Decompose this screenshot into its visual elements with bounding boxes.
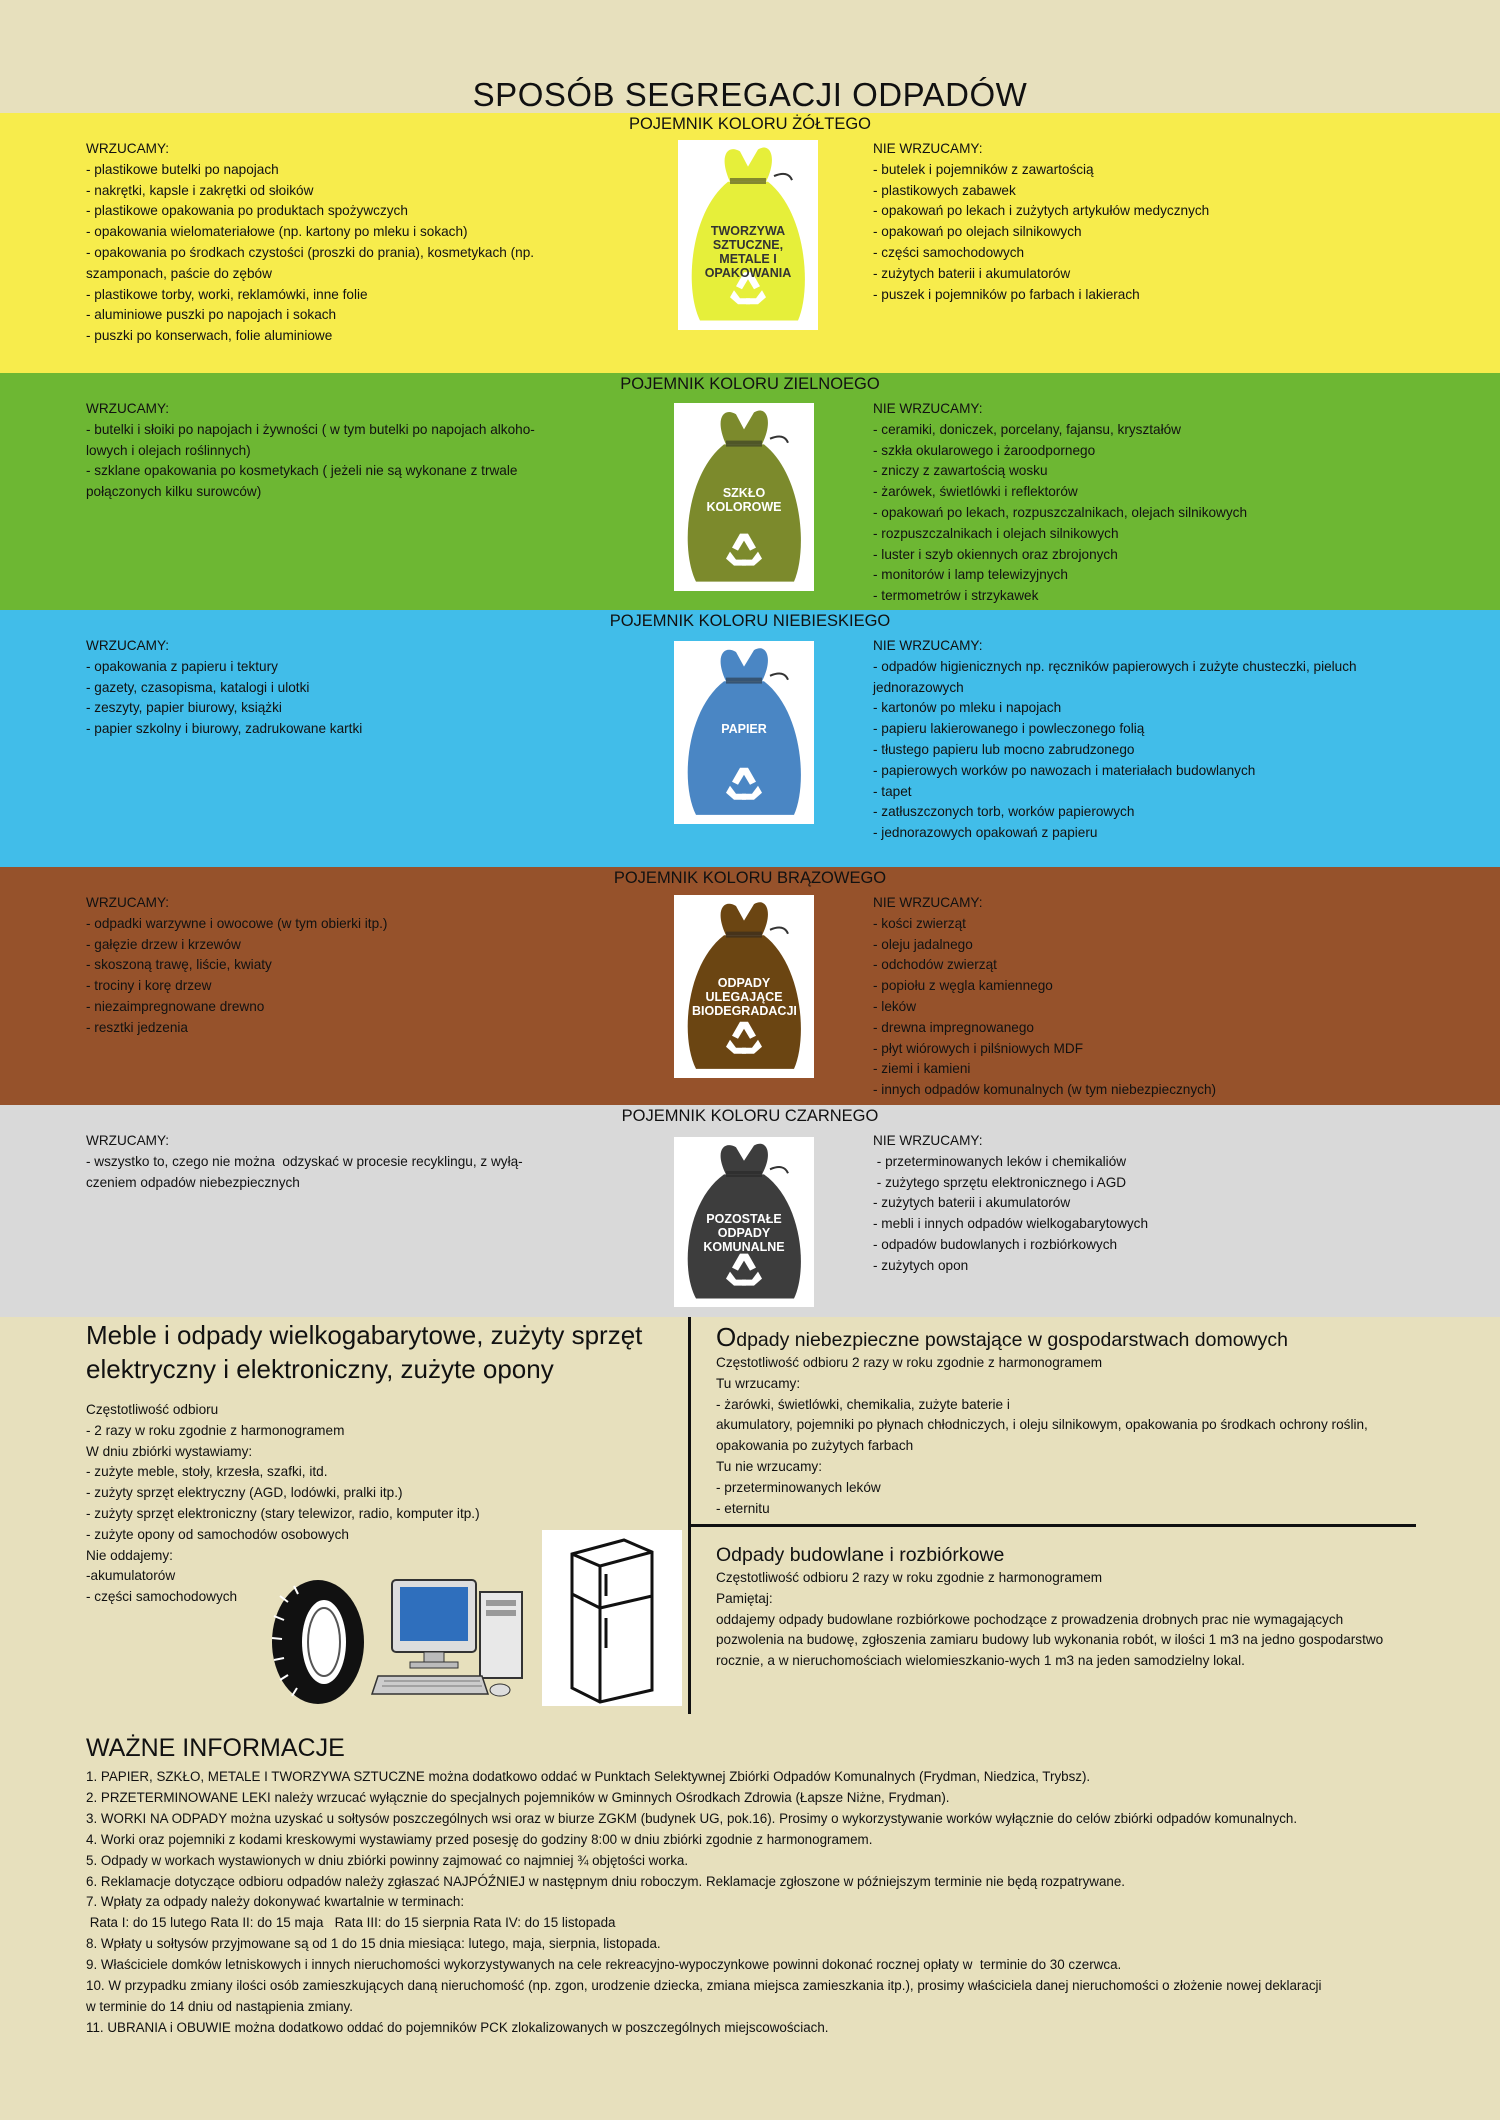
right-list: [873, 914, 1473, 1101]
list-item: Tu nie wrzucamy:: [716, 1458, 823, 1474]
list-item: - butelek i pojemników z zawartością: [873, 161, 1094, 177]
bin-band-4: [0, 1105, 1500, 1317]
list-item: - gazety, czasopisma, katalogi i ulotki: [86, 679, 310, 695]
bag-label: PAPIER: [721, 722, 767, 736]
list-item: - zatłuszczonych torb, worków papierowych: [873, 804, 1135, 820]
list-item: - opakowania z papieru i tektury: [86, 658, 278, 674]
list-item: - kości zwierząt: [873, 915, 966, 931]
list-item: - plastikowe torby, worki, reklamówki, inne folie: [86, 286, 368, 302]
right-label: NIE WRZUCAMY:: [873, 1133, 983, 1148]
bin-heading: POJEMNIK KOLORU ZIELNOEGO: [620, 375, 880, 393]
info-title: WAŻNE INFORMACJE: [86, 1734, 345, 1762]
list-item: - opakowania wielomateriałowe (np. kartony po mleku i sokach): [86, 224, 468, 240]
right-list: [873, 420, 1473, 607]
list-item: czeniem odpadów niebezpiecznych: [86, 1174, 300, 1190]
left-list: [86, 420, 646, 503]
list-item: - leków: [873, 998, 917, 1014]
list-item: - opakowań po olejach silnikowych: [873, 224, 1082, 240]
list-item: akumulatory, pojemniki po płynach chłodniczych, i oleju silnikowym, opakowania po środkach ochrony roślin,: [716, 1417, 1368, 1433]
list-item: - opakowania po środkach czystości (proszki do prania), kosmetykach (np.: [86, 244, 535, 260]
left-list: [86, 160, 646, 347]
list-item: Rata I: do 15 lutego Rata II: do 15 maja Rata III: do 15 sierpnia Rata IV: do 15 listopada: [86, 1915, 616, 1931]
list-item: oddajemy odpady budowlane rozbiórkowe pochodzące z prowadzenia drobnych prac nie wymagających: [716, 1611, 1344, 1627]
info-section: [86, 1733, 1446, 2039]
waste-bag-image: [678, 140, 818, 330]
list-item: - trociny i korę drzew: [86, 978, 212, 994]
right-label: NIE WRZUCAMY:: [873, 638, 983, 653]
list-item: Częstotliwość odbioru 2 razy w roku zgodnie z harmonogramem: [716, 1355, 1103, 1370]
list-item: 10. W przypadku zmiany ilości osób zamieszkujących daną nieruchomość (np. zgon, urodzenie dziecka, zmiana miejsca zamieszkania itp.), prosimy właściciela danej nieruchomości o złożenie nowej deklaracji: [86, 1978, 1322, 1994]
list-item: 9. Właściciele domków letniskowych i innych nieruchomości wykorzystywanych na cele rekreacyjno-wypoczynkowe powinni dokonać rocznej opłaty w terminie do 30 czerwca.: [86, 1957, 1122, 1973]
list-item: - żarówki, świetlówki, chemikalia, zużyte baterie i: [716, 1396, 1010, 1412]
list-item: - monitorów i lamp telewizyjnych: [873, 567, 1068, 583]
page-title: SPOSÓB SEGREGACJI ODPADÓW: [472, 76, 1028, 113]
right-column: [873, 1131, 1473, 1277]
list-item: 4. Worki oraz pojemniki z kodami kreskowymi wystawiamy przed posesję do godziny 8:00 w dniu zbiórki zgodnie z harmonogramem.: [86, 1831, 873, 1847]
bin-heading: POJEMNIK KOLORU ŻÓŁTEGO: [628, 115, 872, 133]
list-item: - zeszyty, papier biurowy, książki: [86, 700, 282, 716]
left-label: WRZUCAMY:: [86, 638, 170, 653]
list-item: - szklane opakowania po kosmetykach ( jeżeli nie są wykonane z trwale: [86, 463, 518, 479]
right-column: [873, 636, 1473, 844]
hazardous-title-first: O: [716, 1322, 737, 1352]
info-list: [86, 1767, 1446, 2039]
list-item: - zużytych opon: [873, 1257, 969, 1273]
left-label: WRZUCAMY:: [86, 895, 170, 910]
list-item: - popiołu z węgla kamiennego: [873, 978, 1053, 994]
list-item: połączonych kilku surowców): [86, 484, 262, 500]
list-item: - rozpuszczalnikach i olejach silnikowych: [873, 525, 1119, 541]
list-item: 6. Reklamacje dotyczące odbioru odpadów należy zgłaszać NAJPÓŹNIEJ w następnym dniu roboczym. Reklamacje zgłoszone w późniejszym terminie nie będą rozpatrywane.: [86, 1873, 1126, 1889]
list-item: 8. Wpłaty u sołtysów przyjmowane są od 1 do 15 dnia miesiąca: lutego, maja, sierpnia, listopada.: [86, 1936, 661, 1952]
right-column: [873, 139, 1473, 305]
list-item: - kartonów po mleku i napojach: [873, 700, 1062, 716]
waste-bag-image: [674, 641, 814, 824]
list-item: - odchodów zwierząt: [873, 957, 997, 973]
list-item: opakowania po zużytych farbach: [716, 1438, 914, 1454]
list-item: - zużyte opony od samochodów osobowych: [86, 1526, 349, 1542]
list-item: - części samochodowych: [873, 244, 1025, 260]
list-item: - płyt wiórowych i pilśniowych MDF: [873, 1040, 1083, 1056]
list-item: - zniczy z zawartością wosku: [873, 463, 1048, 479]
tire-image: [266, 1576, 370, 1713]
horizontal-divider: [688, 1524, 1416, 1527]
list-item: - zużyty sprzęt elektroniczny (stary telewizor, radio, komputer itp.): [86, 1505, 480, 1521]
list-item: - eternitu: [716, 1500, 770, 1516]
list-item: - zużytego sprzętu elektronicznego i AGD: [873, 1174, 1127, 1190]
waste-bag-image: [674, 403, 814, 591]
right-label: NIE WRZUCAMY:: [873, 401, 983, 416]
bin-heading: POJEMNIK KOLORU CZARNEGO: [621, 1107, 879, 1125]
list-item: - gałęzie drzew i krzewów: [86, 936, 241, 952]
list-item: - ceramiki, doniczek, porcelany, fajansu, kryształów: [873, 421, 1181, 437]
list-item: - resztki jedzenia: [86, 1019, 188, 1035]
list-item: - butelki i słoiki po napojach i żywności ( w tym butelki po napojach alkoho-: [86, 421, 535, 437]
left-list: [86, 1152, 646, 1194]
list-item: - termometrów i strzykawek: [873, 588, 1039, 604]
list-item: szamponach, paście do zębów: [86, 265, 272, 281]
bag-label: SZKŁO KOLOROWE: [706, 486, 782, 514]
list-item: 3. WORKI NA ODPADY można uzyskać u sołtysów poszczególnych wsi oraz w biurze ZGKM (budynek UG, pok.16). Prosimy o wykorzystywanie worków wyłącznie do celów zbiórki odpadów komunalnych.: [86, 1810, 1298, 1826]
list-item: - opakowań po lekach i zużytych artykułów medycznych: [873, 203, 1210, 219]
hazardous-list: [716, 1353, 1456, 1519]
list-item: 2. PRZETERMINOWANE LEKI należy wrzucać wyłącznie do specjalnych pojemników w Gminnych Ośrodkach Zdrowia (Łapsze Niżne, Frydman).: [86, 1789, 950, 1805]
list-item: 11. UBRANIA i OBUWIE można dodatkowo oddać do pojemników PCK zlokalizowanych w poszczególnych miejscowościach.: [86, 2019, 829, 2035]
list-item: - przeterminowanych leków i chemikaliów: [873, 1153, 1127, 1169]
list-item: - nakrętki, kapsle i zakrętki od słoików: [86, 182, 314, 198]
list-item: Nie oddajemy:: [86, 1547, 173, 1563]
left-label: WRZUCAMY:: [86, 401, 170, 416]
list-item: - aluminiowe puszki po napojach i sokach: [86, 307, 337, 323]
list-item: - plastikowe opakowania po produktach spożywczych: [86, 203, 408, 219]
left-column: [86, 636, 646, 740]
list-item: - ziemi i kamieni: [873, 1061, 971, 1077]
bin-band-2: [0, 610, 1500, 867]
waste-bag-image: [674, 895, 814, 1078]
right-list: [873, 1152, 1473, 1277]
list-item: pozwolenia na budowę, zgłoszenia zamiaru budowy lub wykonania robót, w ilości 1 m3 na jedno gospodarstwo: [716, 1632, 1384, 1648]
list-item: - papieru lakierowanego i powleczonego folią: [873, 721, 1145, 737]
list-item: Częstotliwość odbioru: [86, 1402, 219, 1417]
list-item: - zużyty sprzęt elektryczny (AGD, lodówki, pralki itp.): [86, 1485, 403, 1501]
left-list: [86, 914, 646, 1039]
bin-heading: POJEMNIK KOLORU BRĄZOWEGO: [613, 869, 887, 887]
list-item: - skoszoną trawę, liście, kwiaty: [86, 957, 272, 973]
list-item: w terminie do 14 dniu od nastąpienia zmiany.: [86, 1998, 353, 2014]
list-item: - niezaimpregnowane drewno: [86, 998, 265, 1014]
list-item: - zużytych baterii i akumulatorów: [873, 1195, 1071, 1211]
left-column: [86, 139, 646, 347]
left-label: WRZUCAMY:: [86, 141, 170, 156]
list-item: - tapet: [873, 783, 912, 799]
bulky-title: Meble i odpady wielkogabarytowe, zużyty sprzęt elektryczny i elektroniczny, zużyte opony: [86, 1320, 643, 1384]
right-column: [873, 893, 1473, 1101]
left-column: [86, 893, 646, 1039]
list-item: - opakowań po lekach, rozpuszczalnikach, olejach silnikowych: [873, 504, 1248, 520]
bag-label: ODPADY ULEGAJĄCE BIODEGRADACJI: [692, 976, 797, 1018]
list-item: lowych i olejach roślinnych): [86, 442, 251, 458]
construction-list: [716, 1568, 1456, 1672]
right-list: [873, 160, 1473, 306]
list-item: - papier szkolny i biurowy, zadrukowane kartki: [86, 721, 363, 737]
list-item: W dniu zbiórki wystawiamy:: [86, 1443, 253, 1459]
fridge-image: [542, 1530, 682, 1706]
left-label: WRZUCAMY:: [86, 1133, 170, 1148]
list-item: -akumulatorów: [86, 1568, 176, 1584]
right-label: NIE WRZUCAMY:: [873, 141, 983, 156]
bin-band-3: [0, 867, 1500, 1105]
list-item: Tu wrzucamy:: [716, 1375, 801, 1391]
list-item: - tłustego papieru lub mocno zabrudzonego: [873, 741, 1135, 757]
right-list: [873, 657, 1473, 844]
list-item: - puszek i pojemników po farbach i lakierach: [873, 286, 1140, 302]
hazardous-section: [716, 1324, 1456, 1519]
list-item: - puszki po konserwach, folie aluminiowe: [86, 328, 333, 344]
list-item: - zużyte meble, stoły, krzesła, szafki, itd.: [86, 1464, 328, 1480]
list-item: 1. PAPIER, SZKŁO, METALE I TWORZYWA SZTUCZNE można dodatkowo oddać w Punktach Selektywnej Zbiórki Odpadów Komunalnych (Frydman, Niedzica, Trybsz).: [86, 1769, 1091, 1784]
list-item: 5. Odpady w workach wystawionych w dniu zbiórki powinny zajmować co najmniej ¾ objętości worka.: [86, 1852, 689, 1868]
waste-bag-image: [674, 1137, 814, 1307]
right-column: [873, 399, 1473, 607]
right-label: NIE WRZUCAMY:: [873, 895, 983, 910]
bin-heading: POJEMNIK KOLORU NIEBIESKIEGO: [609, 612, 891, 630]
bag-label: POZOSTAŁE ODPADY KOMUNALNE: [703, 1212, 785, 1254]
list-item: - drewna impregnowanego: [873, 1019, 1034, 1035]
construction-title: Odpady budowlane i rozbiórkowe: [716, 1544, 1005, 1566]
hazardous-title-rest: dpady niebezpieczne powstające w gospodarstwach domowych: [736, 1329, 1288, 1351]
list-item: - mebli i innych odpadów wielkogabarytowych: [873, 1216, 1149, 1232]
list-item: - oleju jadalnego: [873, 936, 973, 952]
list-item: jednorazowych: [873, 679, 964, 695]
list-item: - innych odpadów komunalnych (w tym niebezpiecznych): [873, 1082, 1217, 1098]
bag-label: TWORZYWA SZTUCZNE, METALE I OPAKOWANIA: [704, 224, 792, 280]
list-item: - szkła okularowego i żaroodpornego: [873, 442, 1096, 458]
bin-band-0: [0, 113, 1500, 373]
bin-band-1: [0, 373, 1500, 610]
list-item: 7. Wpłaty za odpady należy dokonywać kwartalnie w terminach:: [86, 1894, 465, 1910]
list-item: - wszystko to, czego nie można odzyskać w procesie recyklingu, z wyłą-: [86, 1153, 523, 1169]
left-column: [86, 1131, 646, 1193]
hazardous-title: [716, 1324, 1456, 1353]
list-item: - 2 razy w roku zgodnie z harmonogramem: [86, 1422, 345, 1438]
list-item: - jednorazowych opakowań z papieru: [873, 825, 1098, 841]
list-item: - odpadki warzywne i owocowe (w tym obierki itp.): [86, 915, 388, 931]
left-list: [86, 657, 646, 740]
list-item: - przeterminowanych leków: [716, 1479, 881, 1495]
list-item: Częstotliwość odbioru 2 razy w roku zgodnie z harmonogramem: [716, 1570, 1103, 1585]
list-item: - odpadów budowlanych i rozbiórkowych: [873, 1236, 1118, 1252]
vertical-divider: [688, 1317, 691, 1714]
list-item: - plastikowe butelki po napojach: [86, 161, 279, 177]
construction-section: [716, 1542, 1456, 1672]
list-item: - żarówek, świetlówki i reflektorów: [873, 484, 1078, 500]
list-item: - plastikowych zabawek: [873, 182, 1016, 198]
list-item: - papierowych worków po nawozach i materiałach budowlanych: [873, 762, 1256, 778]
left-column: [86, 399, 646, 503]
list-item: rocznie, a w nieruchomościach wielomieszkanio-wych 1 m3 na jeden samodzielny lokal.: [716, 1653, 1245, 1669]
list-item: - luster i szyb okiennych oraz zbrojonych: [873, 546, 1118, 562]
list-item: - odpadów higienicznych np. ręczników papierowych i zużyte chusteczki, pieluch: [873, 658, 1357, 674]
list-item: Pamiętaj:: [716, 1590, 773, 1606]
list-item: - zużytych baterii i akumulatorów: [873, 265, 1071, 281]
computer-image: [370, 1576, 540, 1709]
list-item: - części samochodowych: [86, 1589, 238, 1605]
